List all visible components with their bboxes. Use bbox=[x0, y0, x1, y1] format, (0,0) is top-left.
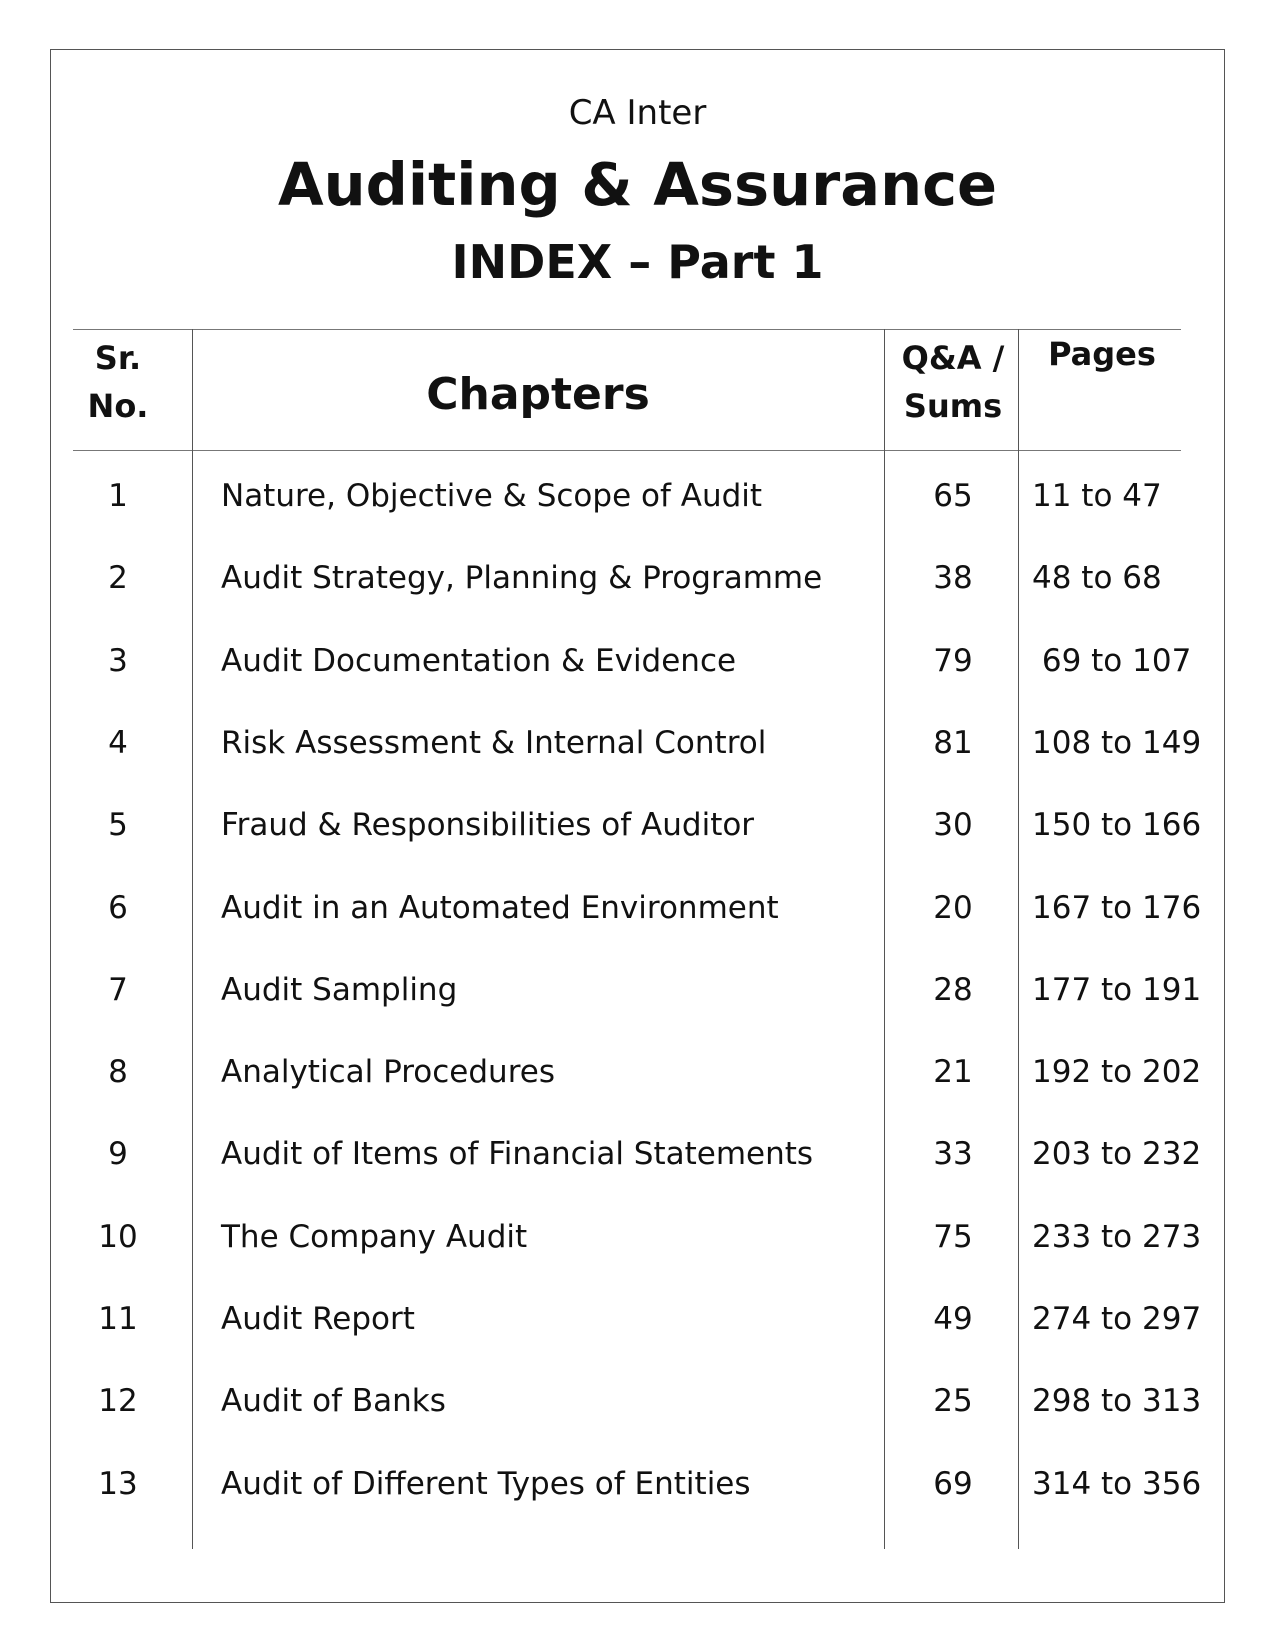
table-row bbox=[0, 1461, 1275, 1507]
row-qa-count: 79 bbox=[933, 643, 973, 679]
row-sr-no: 10 bbox=[98, 1219, 138, 1255]
table-row bbox=[0, 1296, 1275, 1342]
row-pages: 298 to 313 bbox=[1032, 1383, 1202, 1419]
row-qa-count: 25 bbox=[933, 1383, 973, 1419]
table-top-rule bbox=[73, 329, 1181, 330]
row-chapter: Audit of Banks bbox=[221, 1383, 446, 1419]
row-qa-count: 81 bbox=[933, 725, 973, 761]
row-pages: 150 to 166 bbox=[1032, 807, 1202, 843]
table-row bbox=[0, 1378, 1275, 1424]
table-header-rule bbox=[73, 450, 1181, 451]
row-qa-count: 30 bbox=[933, 807, 973, 843]
row-qa-count: 65 bbox=[933, 478, 973, 514]
subject-title: Auditing & Assurance bbox=[277, 150, 998, 219]
column-header-qa-sums bbox=[888, 334, 1018, 430]
row-chapter: Audit Documentation & Evidence bbox=[221, 643, 737, 679]
row-qa-count: 38 bbox=[933, 560, 973, 596]
row-pages: 11 to 47 bbox=[1032, 478, 1162, 514]
row-chapter: The Company Audit bbox=[221, 1219, 528, 1255]
header-sr-line1: Sr. bbox=[94, 339, 142, 377]
row-chapter: Analytical Procedures bbox=[221, 1054, 555, 1090]
row-sr-no: 2 bbox=[108, 560, 128, 596]
row-chapter: Risk Assessment & Internal Control bbox=[221, 725, 767, 761]
table-row bbox=[0, 1214, 1275, 1260]
row-qa-count: 20 bbox=[933, 890, 973, 926]
table-row bbox=[0, 1049, 1275, 1095]
row-chapter: Fraud & Responsibilities of Auditor bbox=[221, 807, 755, 843]
row-sr-no: 5 bbox=[108, 807, 128, 843]
column-header-chapters: Chapters bbox=[426, 369, 650, 420]
row-pages: 233 to 273 bbox=[1032, 1219, 1202, 1255]
row-sr-no: 12 bbox=[98, 1383, 138, 1419]
row-qa-count: 75 bbox=[933, 1219, 973, 1255]
row-pages: 203 to 232 bbox=[1032, 1136, 1202, 1172]
row-sr-no: 8 bbox=[108, 1054, 128, 1090]
row-pages: 314 to 356 bbox=[1032, 1466, 1202, 1502]
table-row bbox=[0, 638, 1275, 684]
header-sr-line2: No. bbox=[87, 387, 149, 425]
row-sr-no: 7 bbox=[108, 972, 128, 1008]
row-qa-count: 33 bbox=[933, 1136, 973, 1172]
row-pages: 108 to 149 bbox=[1032, 725, 1202, 761]
row-sr-no: 1 bbox=[108, 478, 128, 514]
row-sr-no: 4 bbox=[108, 725, 128, 761]
row-pages: 177 to 191 bbox=[1032, 972, 1202, 1008]
table-row bbox=[0, 720, 1275, 766]
row-chapter: Audit of Items of Financial Statements bbox=[221, 1136, 814, 1172]
row-chapter: Audit in an Automated Environment bbox=[221, 890, 779, 926]
row-pages: 69 to 107 bbox=[1032, 643, 1192, 679]
row-qa-count: 21 bbox=[933, 1054, 973, 1090]
row-pages: 274 to 297 bbox=[1032, 1301, 1202, 1337]
header-qa-line1: Q&A / bbox=[901, 339, 1005, 377]
table-row bbox=[0, 1131, 1275, 1177]
row-sr-no: 9 bbox=[108, 1136, 128, 1172]
row-sr-no: 11 bbox=[98, 1301, 138, 1337]
row-sr-no: 6 bbox=[108, 890, 128, 926]
course-label: CA Inter bbox=[568, 93, 707, 133]
row-pages: 192 to 202 bbox=[1032, 1054, 1202, 1090]
row-chapter: Audit Sampling bbox=[221, 972, 458, 1008]
row-chapter: Audit Strategy, Planning & Programme bbox=[221, 560, 823, 596]
row-chapter: Audit of Different Types of Entities bbox=[221, 1466, 751, 1502]
table-row bbox=[0, 885, 1275, 931]
row-chapter: Nature, Objective & Scope of Audit bbox=[221, 478, 763, 514]
row-qa-count: 49 bbox=[933, 1301, 973, 1337]
row-qa-count: 28 bbox=[933, 972, 973, 1008]
row-pages: 167 to 176 bbox=[1032, 890, 1202, 926]
row-qa-count: 69 bbox=[933, 1466, 973, 1502]
header-qa-line2: Sums bbox=[903, 387, 1003, 425]
table-row bbox=[0, 967, 1275, 1013]
column-header-pages: Pages bbox=[1048, 335, 1156, 373]
table-row bbox=[0, 802, 1275, 848]
table-row bbox=[0, 473, 1275, 519]
row-sr-no: 13 bbox=[98, 1466, 138, 1502]
row-chapter: Audit Report bbox=[221, 1301, 415, 1337]
row-sr-no: 3 bbox=[108, 643, 128, 679]
index-title: INDEX – Part 1 bbox=[451, 235, 824, 289]
row-pages: 48 to 68 bbox=[1032, 560, 1162, 596]
column-header-sr-no bbox=[73, 334, 163, 430]
table-row bbox=[0, 555, 1275, 601]
